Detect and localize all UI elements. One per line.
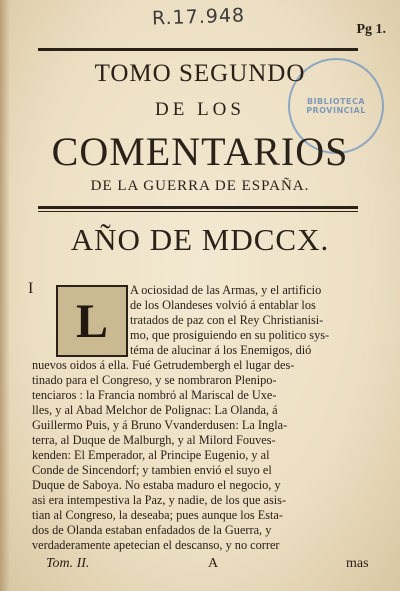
body-line: tian al Congreso, la deseaba; pues aunque los Esta-	[32, 508, 283, 522]
body-line: mo, que prosiguiendo en su politico sys-	[130, 328, 330, 342]
title-line-1: TOMO SEGUNDO	[94, 60, 306, 87]
paragraph-marker: I	[28, 280, 34, 297]
catchword: mas	[346, 556, 369, 571]
body-line: dos de Olanda estaban enfadados de la Guerra, y	[32, 523, 272, 537]
signature-mark: Tom. II.	[46, 556, 90, 571]
title-rule-thin	[38, 211, 358, 212]
body-line: tenciaros : la Francia nombró al Mariscal de Uxe-	[32, 388, 277, 402]
page-mark: Pg 1.	[356, 22, 386, 37]
signature-letter: A	[208, 556, 219, 571]
title-rule-thick	[38, 206, 358, 209]
initial-letter: L	[75, 294, 108, 348]
body-line: téma de alucinar á los Enemigos, dió	[130, 343, 312, 357]
body-line: lles, y al Abad Melchor de Polignac: La Olanda, á	[32, 403, 278, 417]
stamp-text: BIBLIOTECA PROVINCIAL	[306, 97, 366, 115]
body-line: tinado para el Congreso, y se nombraron Plenipo-	[32, 373, 277, 387]
title-line-4: DE LA GUERRA DE ESPAÑA.	[90, 178, 310, 194]
section-title: AÑO DE MDCCX.	[70, 222, 330, 257]
body-line: Conde de Sincendorf; y tambien envió el suyo el	[32, 463, 272, 477]
body-line: terra, al Duque de Malburgh, y al Milord Fouves-	[32, 433, 276, 447]
handwritten-shelfmark: R.17.948	[151, 4, 246, 30]
body-line: de los Olandeses volvió á entablar los	[130, 298, 316, 312]
body-line: Duque de Saboya. No estaba maduro el negocio, y	[32, 478, 281, 492]
body-line: kenden: El Emperador, al Principe Eugenio, y al	[32, 448, 270, 462]
body-line: tratados de paz con el Rey Christianisi-	[130, 313, 324, 327]
decorated-initial	[56, 285, 128, 357]
body-line: nuevos oidos á ella. Fué Getrudembergh el lugar des-	[32, 358, 295, 372]
top-rule	[38, 48, 358, 51]
body-line: verdaderamente apetecian el descanso, y no correr	[32, 538, 280, 552]
binding-shadow	[0, 0, 10, 591]
title-line-2: DE LOS	[155, 99, 245, 120]
body-line: A ociosidad de las Armas, y el artificio	[130, 283, 322, 297]
body-line: Guillermo Puis, y á Bruno Vvanderdusen: La Ingla-	[32, 418, 288, 432]
title-line-3: COMENTARIOS	[51, 129, 349, 174]
body-line: asi era intempestiva la Paz, y nadie, de los que asis-	[32, 493, 287, 507]
